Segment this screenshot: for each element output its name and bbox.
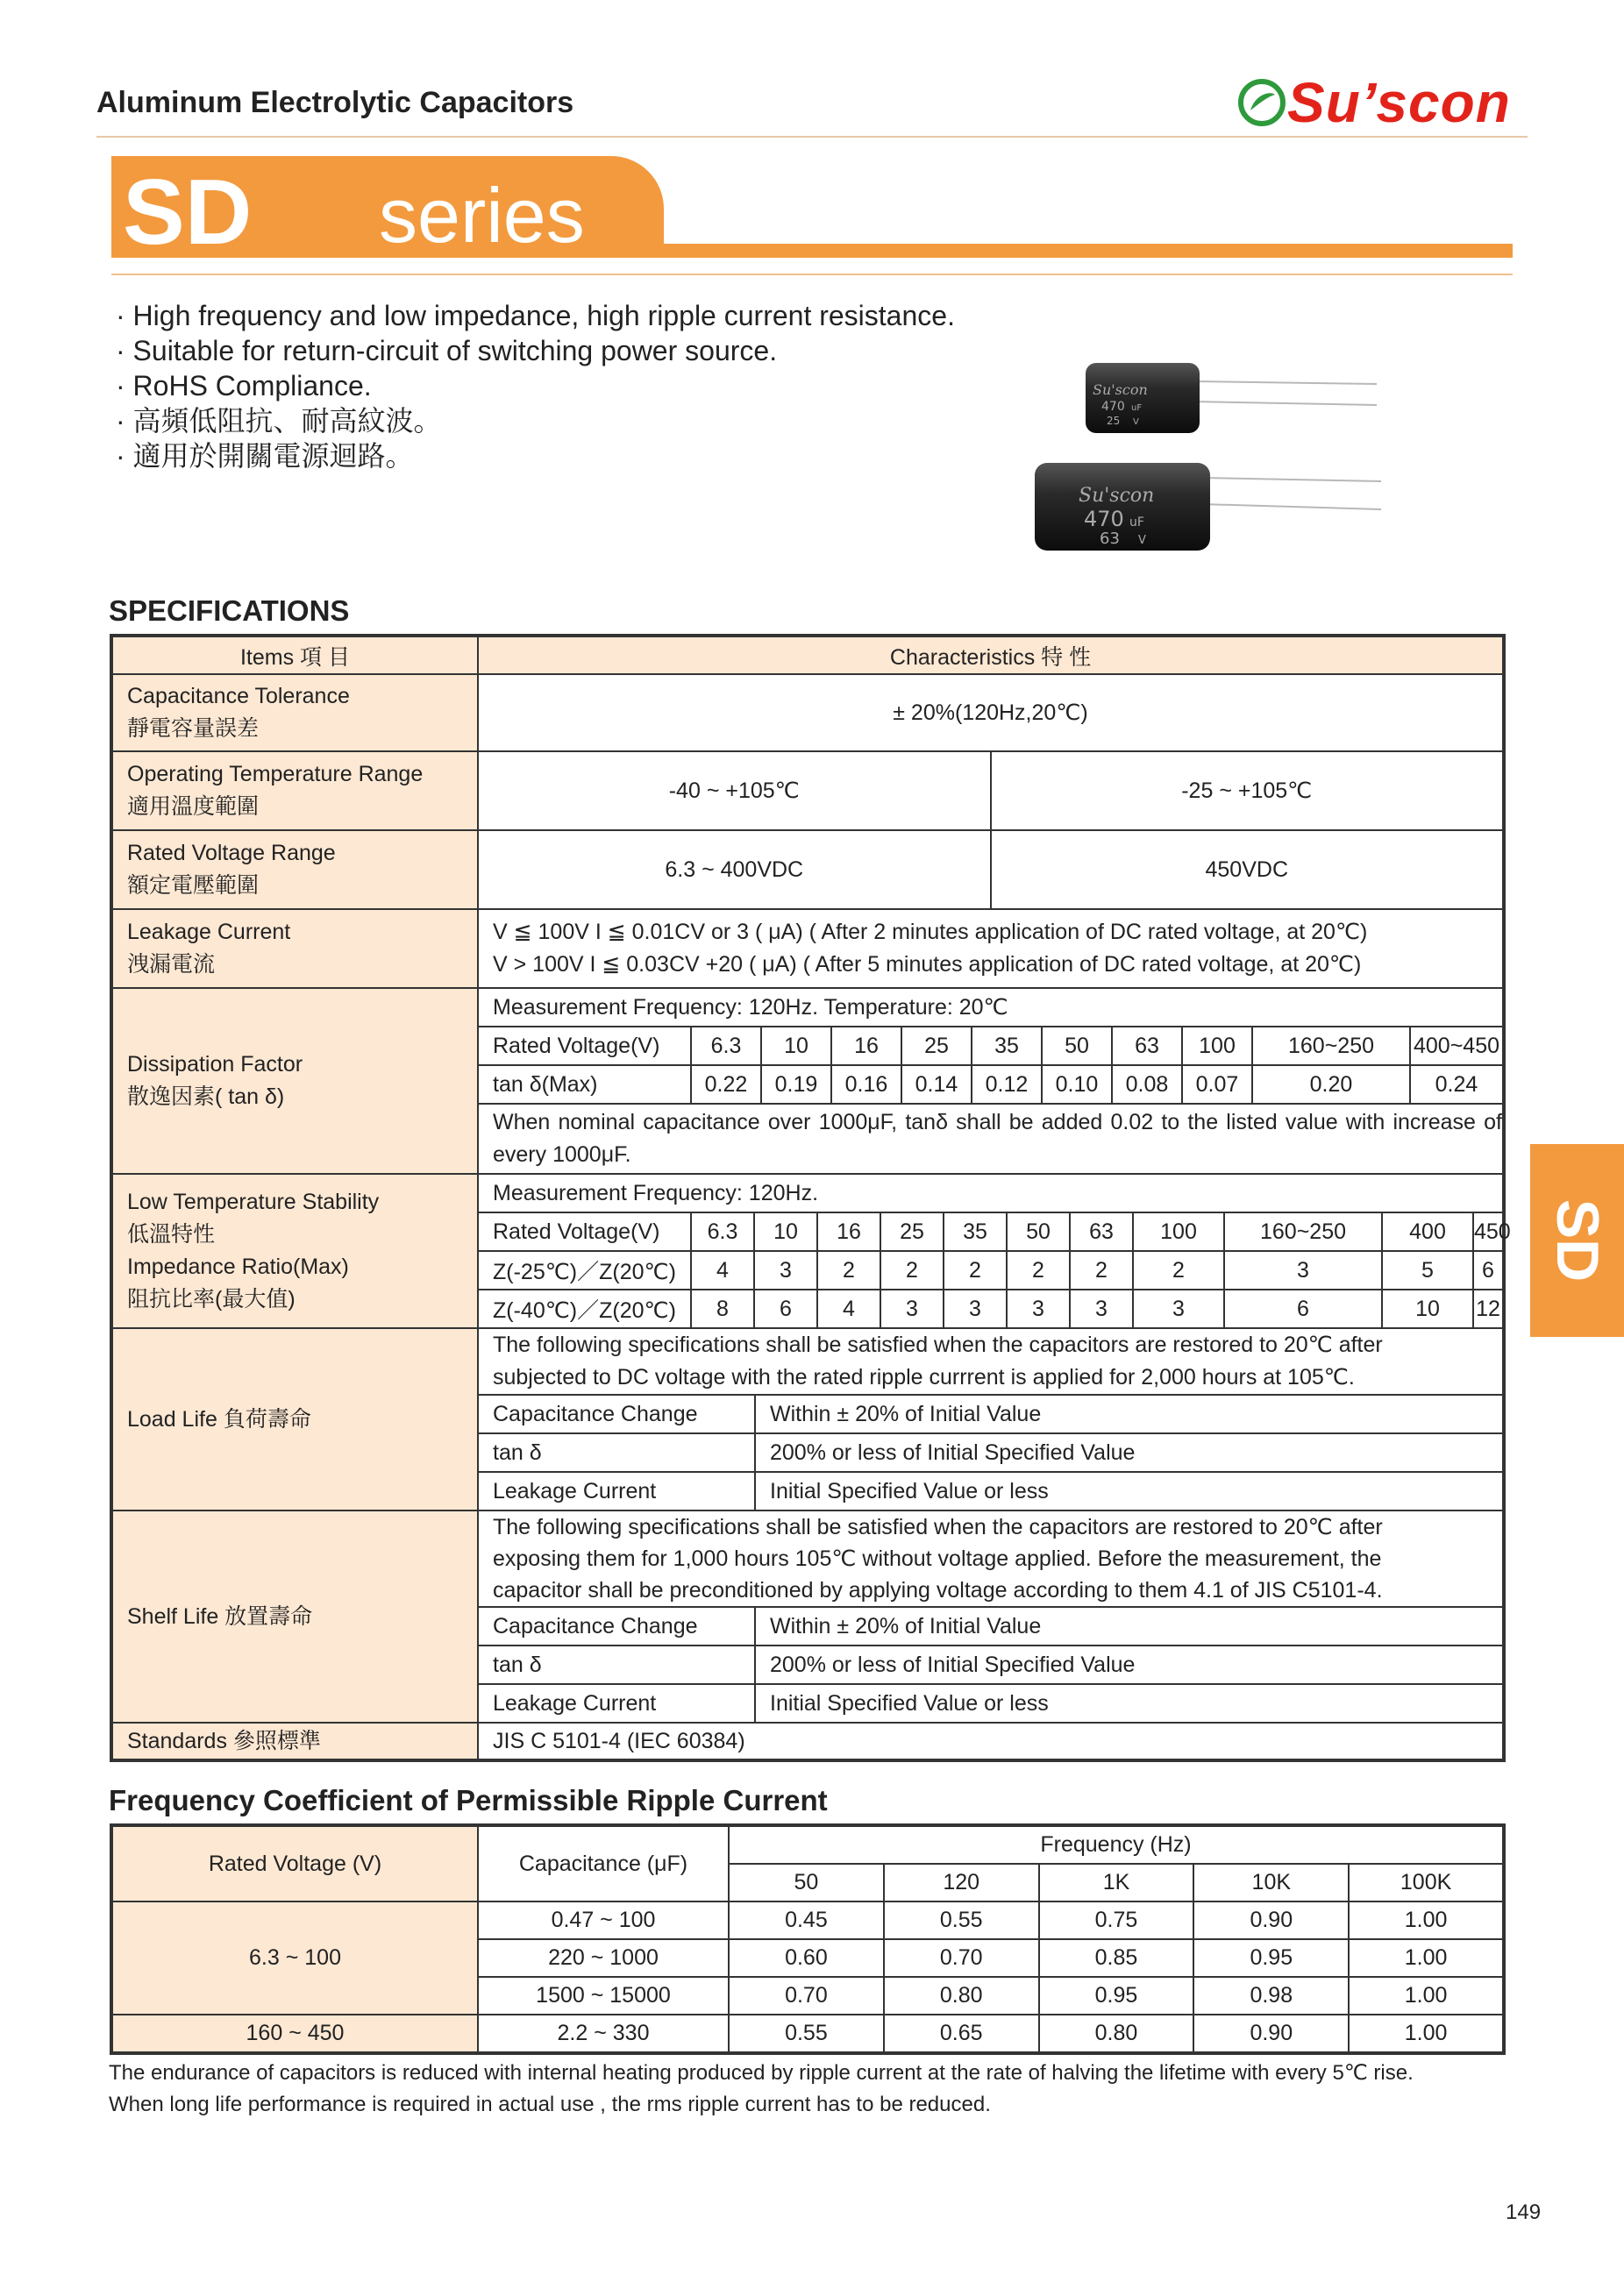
ratio-cell: 3 <box>880 1290 944 1327</box>
spec-item <box>111 988 478 1174</box>
voltage-cell: 160~250 <box>1224 1212 1382 1251</box>
ratio-cell: 12 <box>1476 1296 1500 1321</box>
dissipation-tan-row <box>479 1065 1502 1104</box>
criteria-value: Within ± 20% of Initial Value <box>755 1607 1502 1646</box>
ripple-col-frequency: Frequency (Hz) <box>729 1825 1504 1864</box>
capacitance-cell: 0.47 ~ 100 <box>478 1901 729 1939</box>
spec-row-op-temp <box>111 751 1504 830</box>
load-life-description <box>479 1329 1502 1395</box>
shelf-life-text-2: exposing them for 1,000 hours 105℃ without voltage applied. Before the measurement, the <box>493 1546 1382 1571</box>
large-cap-voltage: 63 <box>1100 530 1120 548</box>
spec-col-characteristics: Characteristics 特 性 <box>478 636 1504 674</box>
spec-row-rated-voltage <box>111 830 1504 909</box>
spec-item-zh: 洩漏電流 <box>127 952 216 977</box>
small-cap-brand: Su'scon <box>1093 381 1148 398</box>
ratio-cell: 2 <box>880 1251 944 1290</box>
coefficient-cell: 0.75 <box>1039 1901 1194 1939</box>
spec-row-leakage <box>111 909 1504 988</box>
large-cap-brand: Su'scon <box>1079 485 1155 507</box>
coefficient-cell: 1.00 <box>1349 1939 1504 1977</box>
frequency-cell: 120 <box>884 1864 1039 1901</box>
header-divider <box>96 136 1528 138</box>
coefficient-cell: 0.90 <box>1193 2015 1349 2053</box>
spec-value <box>478 1511 1504 1723</box>
spec-item-en: Leakage Current <box>127 920 291 944</box>
ratio-cell: 3 <box>944 1290 1007 1327</box>
feature-item: · Suitable for return-circuit of switching power source. <box>116 335 778 366</box>
tan-cell: 0.16 <box>831 1065 901 1104</box>
voltage-cell: 63 <box>1070 1212 1133 1251</box>
capacitor-product-image <box>1026 351 1394 561</box>
voltage-cell: 100 <box>1133 1212 1224 1251</box>
load-life-text-2: subjected to DC voltage with the rated ripple currrent is applied for 2,000 hours at 105℃. <box>493 1365 1355 1390</box>
leakage-line-2: V > 100V I ≦ 0.03CV +20 ( μA) ( After 5 minutes application of DC rated voltage, at 20℃) <box>493 952 1362 977</box>
feature-item: · 適用於開關電源迴路。 <box>116 440 414 472</box>
spec-item: Shelf Life 放置壽命 <box>111 1511 478 1723</box>
ripple-row <box>111 2015 1504 2053</box>
spec-item-en: Capacitance Tolerance <box>127 684 350 708</box>
criteria-value: 200% or less of Initial Specified Value <box>755 1433 1502 1472</box>
frequency-cell: 100K <box>1349 1864 1504 1901</box>
coefficient-cell: 0.85 <box>1039 1939 1194 1977</box>
small-cap-vunit: V <box>1133 417 1139 427</box>
tan-cell: 0.10 <box>1042 1065 1112 1104</box>
large-cap-vunit: V <box>1138 534 1146 547</box>
spec-value: ± 20%(120Hz,20℃) <box>478 674 1504 751</box>
ratio-cell: 3 <box>1224 1251 1382 1290</box>
ratio-cell: 5 <box>1382 1251 1473 1290</box>
spec-header-row <box>111 636 1504 674</box>
row-label: tan δ(Max) <box>479 1065 691 1104</box>
ratio-cell: 3 <box>1133 1290 1224 1327</box>
side-series-tab <box>1530 1144 1624 1337</box>
spec-row-shelf-life <box>111 1511 1504 1723</box>
ratio-cell: 2 <box>944 1251 1007 1290</box>
low-temp-measure: Measurement Frequency: 120Hz. <box>479 1175 1502 1212</box>
spec-row-dissipation <box>111 988 1504 1174</box>
spec-row-cap-tolerance <box>111 674 1504 751</box>
tan-cell: 0.24 <box>1410 1065 1502 1104</box>
voltage-group: 6.3 ~ 100 <box>111 1901 478 2015</box>
series-code: SD <box>123 160 253 264</box>
spec-item-zh: 低溫特性 <box>127 1222 216 1247</box>
coefficient-cell: 0.70 <box>884 1939 1039 1977</box>
criteria-key: tan δ <box>479 1433 755 1472</box>
brand-logo <box>1236 70 1511 135</box>
low-temp-z40-row <box>479 1290 1502 1327</box>
row-label: Rated Voltage(V) <box>479 1027 691 1065</box>
ratio-cell: 3 <box>1070 1290 1133 1327</box>
frequency-cell: 1K <box>1039 1864 1194 1901</box>
spec-value <box>478 1174 1511 1328</box>
criteria-value: Initial Specified Value or less <box>770 1690 1049 1716</box>
ratio-cell: 4 <box>691 1251 754 1290</box>
spec-item-zh: 散逸因素( tan δ) <box>127 1084 285 1109</box>
tan-cell: 0.20 <box>1252 1065 1410 1104</box>
capacitance-cell: 2.2 ~ 330 <box>478 2015 729 2053</box>
specifications-table <box>110 634 1511 1762</box>
criteria-key: Capacitance Change <box>479 1395 755 1433</box>
coefficient-cell: 0.80 <box>1039 2015 1194 2053</box>
series-divider <box>111 274 1513 275</box>
criteria-value: Within ± 20% of Initial Value <box>755 1395 1502 1433</box>
spec-item-zh: 靜電容量誤差 <box>127 716 260 741</box>
voltage-cell: 35 <box>944 1212 1007 1251</box>
spec-item-en: Operating Temperature Range <box>127 762 424 786</box>
shelf-life-text-3: capacitor shall be preconditioned by applying voltage according to them 4.1 of JIS C5101-4. <box>493 1578 1383 1603</box>
voltage-cell: 25 <box>901 1027 972 1065</box>
ratio-cell: 10 <box>1382 1290 1473 1327</box>
tan-cell: 0.22 <box>691 1065 761 1104</box>
dissipation-voltage-row <box>479 1027 1502 1065</box>
spec-item <box>111 830 478 909</box>
coefficient-cell: 0.55 <box>884 1901 1039 1939</box>
frequency-cell: 50 <box>729 1864 884 1901</box>
ripple-col-capacitance: Capacitance (μF) <box>478 1825 729 1901</box>
page-number: 149 <box>1506 2200 1542 2224</box>
spec-item <box>111 674 478 751</box>
side-series-label: SD <box>1543 1198 1611 1283</box>
spec-item <box>111 751 478 830</box>
low-temp-voltage-row <box>479 1212 1502 1251</box>
ripple-col-voltage: Rated Voltage (V) <box>111 1825 478 1901</box>
feature-item: · High frequency and low impedance, high ripple current resistance. <box>116 300 955 331</box>
spec-value <box>478 1328 1504 1511</box>
spec-value-b: 450VDC <box>1205 857 1288 882</box>
small-cap-voltage: 25 <box>1107 415 1121 427</box>
spec-item-en: Impedance Ratio(Max) <box>127 1255 349 1279</box>
criteria-value: Initial Specified Value or less <box>770 1478 1049 1503</box>
coefficient-cell: 0.70 <box>729 1977 884 2015</box>
spec-item <box>111 909 478 988</box>
voltage-cell: 400~450 <box>1410 1027 1502 1065</box>
spec-value-a: 6.3 ~ 400VDC <box>479 831 991 908</box>
ratio-cell: 3 <box>754 1251 817 1290</box>
voltage-cell: 50 <box>1042 1027 1112 1065</box>
spec-item-zh: 額定電壓範圍 <box>127 873 260 898</box>
ratio-cell: 2 <box>1133 1251 1224 1290</box>
coefficient-cell: 0.90 <box>1193 1901 1349 1939</box>
tan-cell: 0.14 <box>901 1065 972 1104</box>
spec-col-items: Items 項 目 <box>111 636 478 674</box>
tan-cell: 0.08 <box>1112 1065 1182 1104</box>
shelf-life-text-1: The following specifications shall be satisfied when the capacitors are restored to 20℃ after <box>493 1515 1383 1539</box>
frequency-cell: 10K <box>1193 1864 1349 1901</box>
coefficient-cell: 0.60 <box>729 1939 884 1977</box>
feature-item: · 高頻低阻抗、耐高紋波。 <box>116 405 442 437</box>
brand-leaf-icon <box>1236 77 1287 128</box>
voltage-cell: 160~250 <box>1252 1027 1410 1065</box>
ratio-cell: 2 <box>1007 1251 1070 1290</box>
coefficient-cell: 0.95 <box>1039 1977 1194 2015</box>
ratio-cell: 8 <box>691 1290 754 1327</box>
spec-value-b: -25 ~ +105℃ <box>1181 778 1313 803</box>
coefficient-cell: 0.98 <box>1193 1977 1349 2015</box>
large-cap-unit: uF <box>1129 515 1144 530</box>
criteria-key: tan δ <box>479 1646 755 1684</box>
voltage-cell: 25 <box>880 1212 944 1251</box>
footnote-line: The endurance of capacitors is reduced with internal heating produced by ripple current at the rate of halving the lifetime with every 5℃ rise. <box>109 2061 1414 2085</box>
coefficient-cell: 1.00 <box>1349 1977 1504 2015</box>
coefficient-cell: 0.80 <box>884 1977 1039 2015</box>
large-cap-value: 470 <box>1084 507 1124 531</box>
spec-value-a: -40 ~ +105℃ <box>479 752 991 829</box>
brand-name: Su’scon <box>1287 71 1511 134</box>
voltage-group: 160 ~ 450 <box>111 2015 478 2053</box>
spec-item-zh: 阻抗比率(最大值) <box>127 1287 296 1311</box>
coefficient-cell: 1.00 <box>1404 2021 1448 2045</box>
coefficient-cell: 0.45 <box>729 1901 884 1939</box>
spec-item-zh: 適用溫度範圍 <box>127 794 260 819</box>
small-cap-value: 470 <box>1101 400 1125 414</box>
tan-cell: 0.12 <box>972 1065 1042 1104</box>
criteria-key: Leakage Current <box>479 1684 755 1722</box>
ratio-cell: 6 <box>754 1290 817 1327</box>
coefficient-cell: 0.95 <box>1193 1939 1349 1977</box>
spec-value <box>478 988 1504 1174</box>
coefficient-cell: 0.55 <box>729 2015 884 2053</box>
coefficient-cell: 0.65 <box>884 2015 1039 2053</box>
document-category-title: Aluminum Electrolytic Capacitors <box>96 86 574 119</box>
row-label: Rated Voltage(V) <box>479 1212 691 1251</box>
spec-row-low-temp <box>111 1174 1504 1328</box>
ratio-cell: 3 <box>1007 1290 1070 1327</box>
spec-item: Load Life 負荷壽命 <box>111 1328 478 1511</box>
ripple-coefficient-table <box>110 1823 1506 2055</box>
tan-cell: 0.19 <box>761 1065 831 1104</box>
specifications-title: SPECIFICATIONS <box>109 594 350 627</box>
ratio-cell: 2 <box>817 1251 880 1290</box>
ripple-row <box>111 1901 1504 1939</box>
small-cap-unit: uF <box>1131 403 1143 413</box>
spec-item: Standards 參照標準 <box>111 1723 478 1760</box>
tan-cell: 0.07 <box>1182 1065 1252 1104</box>
voltage-cell: 16 <box>817 1212 880 1251</box>
leakage-line-1: V ≦ 100V I ≦ 0.01CV or 3 ( μA) ( After 2 minutes application of DC rated voltage, at 20℃) <box>493 920 1368 944</box>
ratio-cell: 2 <box>1070 1251 1133 1290</box>
voltage-cell: 10 <box>754 1212 817 1251</box>
footnote-line: When long life performance is required in actual use , the rms ripple current has to be reduced. <box>109 2093 991 2116</box>
row-label: Z(-40℃)／Z(20℃) <box>479 1290 691 1327</box>
capacitance-cell: 1500 ~ 15000 <box>478 1977 729 2015</box>
series-tab-bar <box>649 244 1513 258</box>
voltage-cell: 10 <box>761 1027 831 1065</box>
ratio-cell: 6 <box>1224 1290 1382 1327</box>
spec-value <box>478 751 1504 830</box>
spec-value <box>478 830 1504 909</box>
spec-row-load-life <box>111 1328 1504 1511</box>
ratio-cell: 4 <box>817 1290 880 1327</box>
load-life-text-1: The following specifications shall be satisfied when the capacitors are restored to 20℃ after <box>493 1333 1383 1357</box>
criteria-key: Leakage Current <box>479 1472 755 1510</box>
voltage-cell: 63 <box>1112 1027 1182 1065</box>
spec-item-en: Low Temperature Stability <box>127 1190 380 1214</box>
spec-item <box>111 1174 478 1328</box>
criteria-key: Capacitance Change <box>479 1607 755 1646</box>
ratio-cell: 6 <box>1473 1251 1502 1290</box>
voltage-cell: 35 <box>972 1027 1042 1065</box>
small-capacitor <box>1086 363 1200 433</box>
low-temp-z25-row <box>479 1251 1502 1290</box>
dissipation-measure: Measurement Frequency: 120Hz. Temperature: 20℃ <box>479 989 1502 1027</box>
feature-list <box>116 298 955 473</box>
dissipation-note: When nominal capacitance over 1000μF, tanδ shall be added 0.02 to the listed value with increase of every 1000μF. <box>493 1110 1502 1167</box>
shelf-life-description <box>479 1511 1502 1607</box>
voltage-cell: 16 <box>831 1027 901 1065</box>
voltage-cell: 50 <box>1007 1212 1070 1251</box>
voltage-cell: 450 <box>1473 1212 1502 1251</box>
feature-item: · RoHS Compliance. <box>116 370 372 402</box>
capacitance-cell: 220 ~ 1000 <box>478 1939 729 1977</box>
spec-value <box>478 909 1504 988</box>
voltage-cell: 100 <box>1182 1027 1252 1065</box>
coefficient-cell: 1.00 <box>1349 1901 1504 1939</box>
spec-item-en: Rated Voltage Range <box>127 841 336 865</box>
voltage-cell: 400 <box>1382 1212 1473 1251</box>
ripple-title: Frequency Coefficient of Permissible Ripple Current <box>109 1784 828 1816</box>
criteria-value: 200% or less of Initial Specified Value <box>755 1646 1502 1684</box>
spec-value: JIS C 5101-4 (IEC 60384) <box>493 1728 745 1753</box>
spec-row-standards <box>111 1723 1504 1760</box>
row-label: Z(-25℃)／Z(20℃) <box>479 1251 691 1290</box>
series-word: series <box>379 172 585 259</box>
voltage-cell: 6.3 <box>691 1027 761 1065</box>
ripple-footnote <box>109 2058 1414 2121</box>
spec-item-en: Dissipation Factor <box>127 1052 303 1077</box>
voltage-cell: 6.3 <box>691 1212 754 1251</box>
